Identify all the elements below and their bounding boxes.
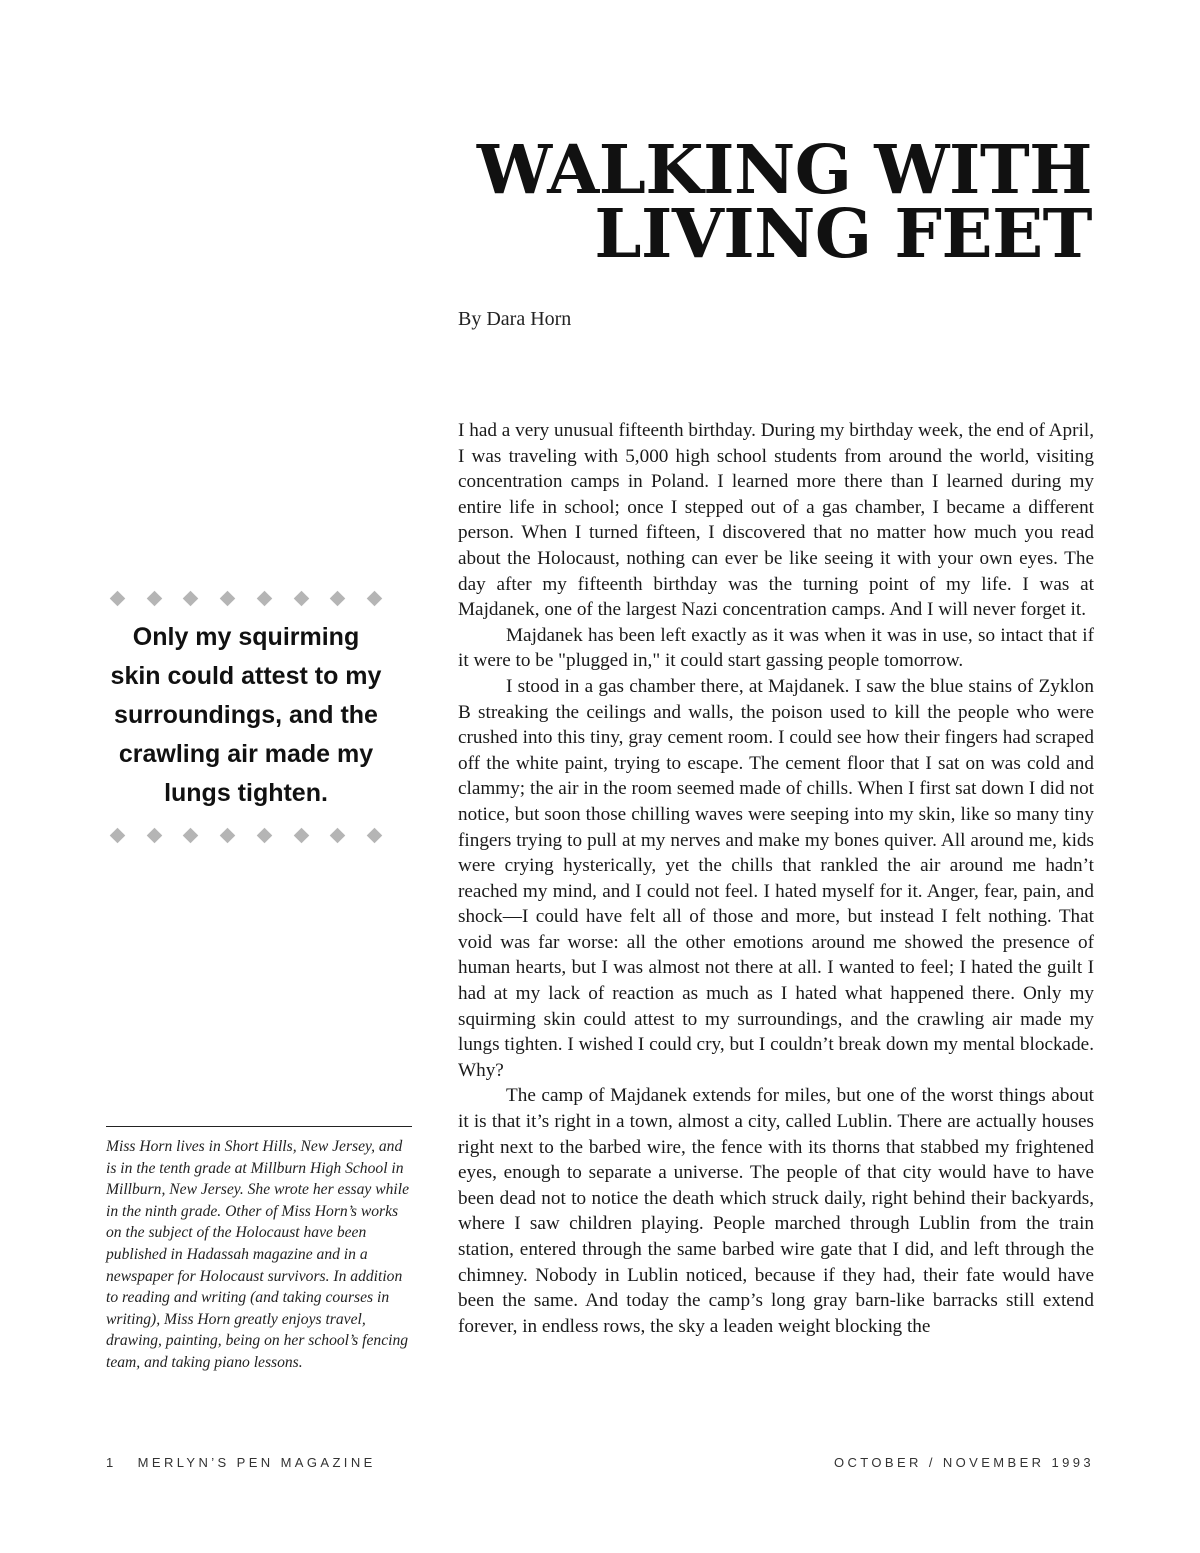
diamond-icon: [367, 590, 383, 606]
article-body: [458, 418, 1094, 1339]
pull-quote: [108, 588, 384, 845]
diamond-icon: [146, 827, 162, 843]
paragraph-1: I had a very unusual fifteenth birthday. During my birthday week, the end of April, I was traveling with 5,000 high school students from around the world, visiting concentration camps in Poland. I learned more there than I learned during my entire life in school; once I stepped out of a gas chamber, I became a different person. When I turned fifteen, I discovered that no matter how much you read about the Holocaust, nothing can ever be like seeing it with your own eyes. The day after my fifteenth birthday was the turning point of my life. I was at Majdanek, one of the largest Nazi concentration camps. And I will never forget it.: [458, 420, 1094, 621]
diamond-icon: [293, 827, 309, 843]
paragraph-2: Majdanek has been left exactly as it was when it was in use, so intact that if it were to be "plugged in," it could start gassing people tomorrow.: [458, 624, 1094, 672]
diamond-icon: [220, 590, 236, 606]
magazine-name: MERLYN’S PEN MAGAZINE: [137, 1455, 376, 1470]
diamond-icon: [183, 590, 199, 606]
diamond-icon: [146, 590, 162, 606]
footer-publication: [106, 1455, 376, 1470]
footer-issue-date: OCTOBER / NOVEMBER 1993: [833, 1455, 1094, 1470]
diamond-icon: [330, 827, 346, 843]
paragraph-3: I stood in a gas chamber there, at Majdanek. I saw the blue stains of Zyklon B streaking the ceilings and walls, the poison used to kill the people who were crushed into this tiny, gray cement room. I could see how their fingers had scraped off the white paint, trying to escape. The cement floor that I sat on was cold and clammy; the air in the room seemed made of chills. When I first sat down I did not notice, but soon those chilling waves were seeping into my skin, like so many tiny fingers trying to pull at my nerves and make my bones quiver. All around me, kids were crying hysterically, yet the chills that rankled the air around me hadn’t reached my mind, and I could not feel. I hated myself for it. Anger, fear, pain, and shock—I could have felt all of those and more, but instead I felt nothing. That void was far worse: all the other emotions around me showed the presence of human hearts, but I was almost not there at all. I wanted to feel; I hated the guilt I had at my lack of reaction as much as I hated what happened there. Only my squirming skin could attest to my surroundings, and the crawling air made my lungs tighten. I wished I could cry, but I couldn’t break down my mental blockade. Why?: [458, 675, 1094, 1081]
diamond-icon: [183, 827, 199, 843]
diamond-divider-bottom: [108, 825, 384, 845]
pull-quote-text: Only my squirming skin could attest to my surroundings, and the crawling air made my lungs tighten.: [110, 623, 382, 807]
bio-divider: [106, 1126, 412, 1127]
diamond-icon: [367, 827, 383, 843]
paragraph-4: The camp of Majdanek extends for miles, but one of the worst things about it is that it’s right in a town, almost a city, called Lublin. There are actually houses right next to the barbed wire, the fence with its thorns that stabbed my frightened eyes, enough to separate a universe. The people of that city would have to have been dead not to notice the death which struck daily, right behind their backyards, where I saw children playing. People marched through Lublin from the train station, entered through the same barbed wire gate that I did, and left through the chimney. Nobody in Lublin noticed, because if they had, their fate would have been the same. And today the camp’s long gray barn-like barracks still extend forever, in endless rows, the sky a leaden weight blocking the: [458, 1085, 1094, 1337]
diamond-icon: [293, 590, 309, 606]
diamond-icon: [220, 827, 236, 843]
title-line-2: LIVING FEET: [594, 194, 1092, 273]
title-line-1: WALKING WITH: [476, 130, 1092, 209]
article-title: [332, 130, 1092, 273]
byline: By Dara Horn: [458, 308, 572, 330]
page-number: 1: [106, 1455, 117, 1470]
diamond-divider-top: [108, 588, 384, 608]
diamond-icon: [257, 590, 273, 606]
diamond-icon: [330, 590, 346, 606]
author-bio: Miss Horn lives in Short Hills, New Jersey, and is in the tenth grade at Millburn High School in Millburn, New Jersey. She wrote her essay while in the ninth grade. Other of Miss Horn’s works on the subject of the Holocaust have been published in Hadassah magazine and in a newspaper for Holocaust survivors. In addition to reading and writing (and taking courses in writing), Miss Horn greatly enjoys travel, drawing, painting, being on her school’s fencing team, and taking piano lessons.: [106, 1138, 410, 1371]
diamond-icon: [110, 827, 126, 843]
diamond-icon: [257, 827, 273, 843]
diamond-icon: [110, 590, 126, 606]
